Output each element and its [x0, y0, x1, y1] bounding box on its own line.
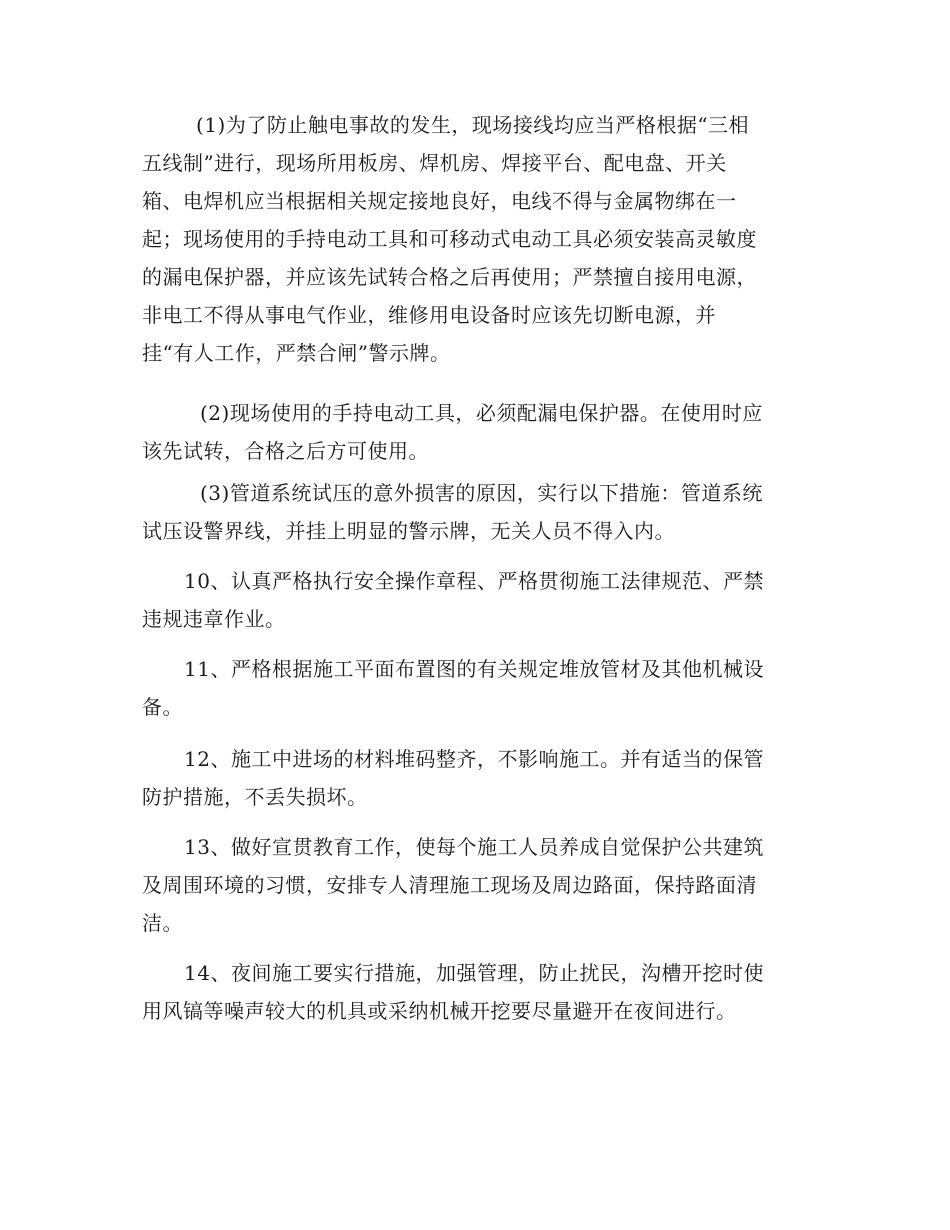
paragraph-line: 14、夜间施工要实行措施，加强管理，防止扰民，沟槽开挖时使 — [184, 961, 764, 985]
paragraph-line: 五线制”进行，现场所用板房、焊机房、焊接平台、配电盘、开关 — [142, 151, 727, 175]
paragraph-14-night-work — [142, 954, 802, 1030]
paragraph-13-education — [142, 828, 802, 942]
paragraph-line: 11、严格根据施工平面布置图的有关规定堆放管材及其他机械设 — [184, 657, 764, 681]
paragraph-2-handheld-tools — [142, 394, 802, 470]
paragraph-10-safety-rules — [142, 562, 802, 638]
paragraph-line: 箱、电焊机应当根据相关规定接地良好，电线不得与金属物绑在一 — [142, 189, 737, 213]
paragraph-line: 备。 — [142, 695, 183, 719]
paragraph-line: 洁。 — [142, 911, 183, 935]
paragraph-3-pressure-test — [142, 474, 802, 550]
paragraph-11-material-storage — [142, 650, 802, 726]
paragraph-line: 12、施工中进场的材料堆码整齐，不影响施工。并有适当的保管 — [184, 747, 764, 771]
paragraph-line: 非电工不得从事电气作业，维修用电设备时应该先切断电源，并 — [142, 303, 716, 327]
paragraph-line: 防护措施，不丢失损坏。 — [142, 785, 368, 809]
paragraph-line: (3)管道系统试压的意外损害的原因，实行以下措施：管道系统 — [200, 481, 763, 505]
paragraph-line: 该先试转，合格之后方可使用。 — [142, 439, 429, 463]
paragraph-line: 违规违章作业。 — [142, 607, 286, 631]
paragraph-1-electrical-safety — [142, 106, 802, 372]
paragraph-line: 起；现场使用的手持电动工具和可移动式电动工具必须安装高灵敏度 — [142, 227, 757, 251]
paragraph-line: 13、做好宣贯教育工作，使每个施工人员养成自觉保护公共建筑 — [184, 835, 764, 859]
paragraph-line: (2)现场使用的手持电动工具，必须配漏电保护器。在使用时应 — [200, 401, 763, 425]
paragraph-line: 试压设警界线，并挂上明显的警示牌，无关人员不得入内。 — [142, 519, 675, 543]
paragraph-line: (1)为了防止触电事故的发生，现场接线均应当严格根据“三相 — [196, 113, 750, 137]
paragraph-12-material-stacking — [142, 740, 802, 816]
paragraph-line: 的漏电保护器，并应该先试转合格之后再使用；严禁擅自接用电源， — [142, 265, 757, 289]
paragraph-line: 用风镐等噪声较大的机具或采纳机械开挖要尽量避开在夜间进行。 — [142, 999, 737, 1023]
paragraph-line: 及周围环境的习惯，安排专人清理施工现场及周边路面，保持路面清 — [142, 873, 757, 897]
paragraph-line: 挂“有人工作，严禁合闸”警示牌。 — [142, 341, 451, 365]
paragraph-line: 10、认真严格执行安全操作章程、严格贯彻施工法律规范、严禁 — [184, 569, 764, 593]
